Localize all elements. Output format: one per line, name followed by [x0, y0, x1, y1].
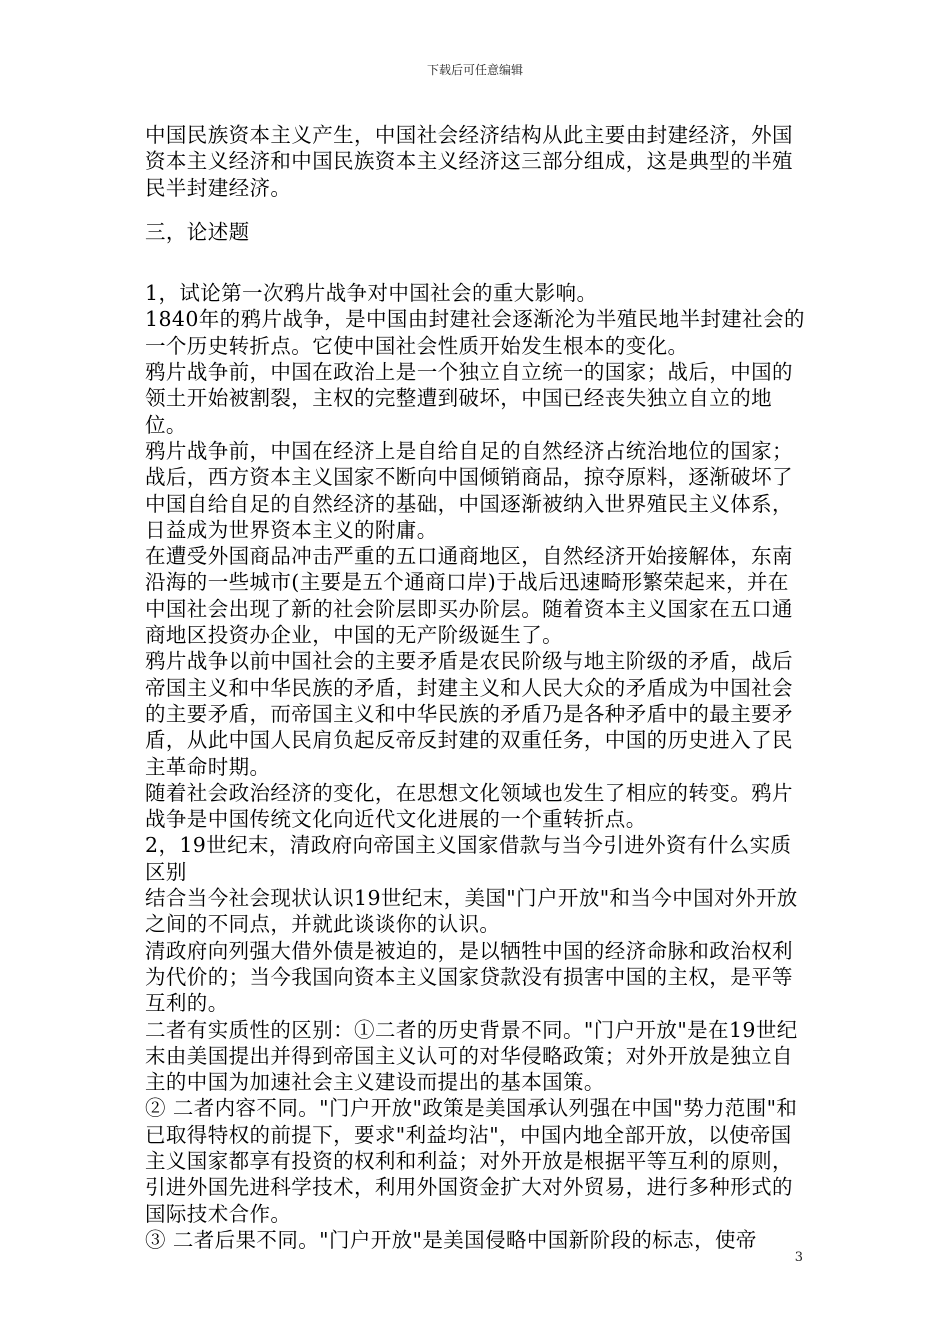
- paragraph: 二者有实质性的区别：①二者的历史背景不同。"门户开放"是在19世纪末由美国提出并得到帝国主义认可的对华侵略政策；对外开放是独立自主的中国为加速社会主义建设而提出的基本国策。: [145, 1017, 798, 1095]
- spacer: [145, 245, 805, 280]
- document-body: [145, 122, 805, 1253]
- paragraph: 1，试论第一次鸦片战争对中国社会的重大影响。: [145, 281, 598, 306]
- paragraph: 鸦片战争前，中国在经济上是自给自足的自然经济占统治地位的国家；战后，西方资本主义国家不断向中国倾销商品，掠夺原料，逐渐破坏了中国自给自足的自然经济的基础，中国逐渐被纳入世界殖民主义体系，日益成为世界资本主义的附庸。: [145, 438, 793, 542]
- paragraph: 清政府向列强大借外债是被迫的，是以牺牲中国的经济命脉和政治权利为代价的；当今我国向资本主义国家贷款没有损害中国的主权，是平等互利的。: [145, 938, 793, 1016]
- paragraph: 鸦片战争前，中国在政治上是一个独立自立统一的国家；战后，中国的领土开始被割裂，主权的完整遭到破坏，中国已经丧失独立自立的地位。: [145, 360, 793, 437]
- section-heading: 三，论述题: [145, 219, 250, 244]
- paragraph: ② 二者内容不同。"门户开放"政策是美国承认列强在中国"势力范围"和已取得特权的前提下，要求"利益均沾"，中国内地全部开放，以使帝国主义国家都享有投资的权利和利益；对外开放是根据平等互利的原则，引进外国先进科学技术，利用外国资金扩大对外贸易，进行多种形式的国际技术合作。: [145, 1096, 798, 1226]
- page-number: 3: [794, 1250, 803, 1265]
- intro-paragraph: 中国民族资本主义产生，中国社会经济结构从此主要由封建经济，外国资本主义经济和中国民族资本主义经济这三部分组成，这是典型的半殖民半封建经济。: [145, 123, 793, 200]
- paragraph: 2，19世纪末，清政府向帝国主义国家借款与当今引进外资有什么实质区别: [145, 833, 792, 884]
- paragraph: ③ 二者后果不同。"门户开放"是美国侵略中国新阶段的标志，使帝: [145, 1227, 757, 1252]
- paragraph: 鸦片战争以前中国社会的主要矛盾是农民阶级与地主阶级的矛盾，战后帝国主义和中华民族的矛盾，封建主义和人民大众的矛盾成为中国社会的主要矛盾，而帝国主义和中华民族的矛盾乃是各种矛盾中的最主要矛盾，从此中国人民肩负起反帝反封建的双重任务，中国的历史进入了民主革命时期。: [145, 649, 793, 779]
- paragraph: 1840年的鸦片战争，是中国由封建社会逐渐沦为半殖民地半封建社会的一个历史转折点。它使中国社会性质开始发生根本的变化。: [145, 307, 805, 358]
- paragraph: 在遭受外国商品冲击严重的五口通商地区，自然经济开始接解体，东南沿海的一些城市(主要是五个通商口岸)于战后迅速畸形繁荣起来，并在中国社会出现了新的社会阶层即买办阶层。随着资本主义国家在五口通商地区投资办企业，中国的无产阶级诞生了。: [145, 544, 793, 648]
- page-header: 下载后可任意编辑: [426, 63, 523, 77]
- paragraph: 随着社会政治经济的变化，在思想文化领域也发生了相应的转变。鸦片战争是中国传统文化向近代文化进展的一个重转折点。: [145, 780, 793, 832]
- paragraph: 结合当今社会现状认识19世纪末，美国"门户开放"和当今中国对外开放之间的不同点，并就此谈谈你的认识。: [145, 886, 798, 937]
